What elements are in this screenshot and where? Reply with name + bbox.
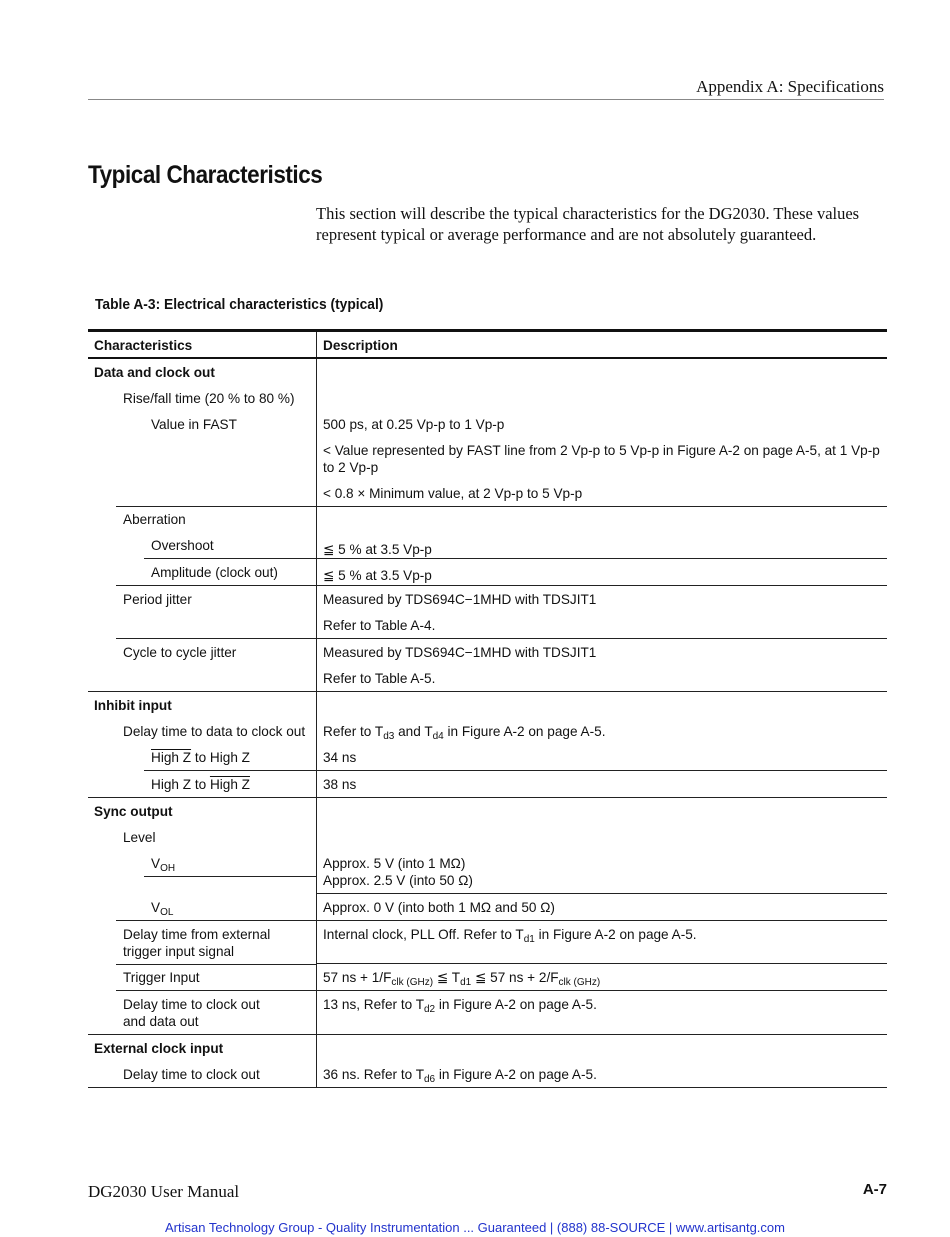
row-description: 57 ns + $1/F_{clk (GHz)}$ ≦ $T_{d1}$ ≦ 57 ns + $2/F_{clk (GHz)}$ [323, 970, 601, 988]
table-row [88, 480, 887, 507]
footer-manual-title: DG2030 User Manual [88, 1182, 240, 1201]
row-label: $V_{OH}$ [88, 850, 316, 876]
table-row [88, 894, 887, 921]
table-row [88, 718, 887, 744]
row-description: Measured by TDS694C−1MHD with TDSJIT1 [323, 592, 597, 607]
row-label: Delay time to clock out and data out [123, 996, 260, 1029]
row-label: Amplitude (clock out) [88, 559, 316, 585]
page-number: A-7 [862, 1181, 887, 1198]
table-row [88, 771, 887, 798]
table-row [88, 921, 887, 964]
table-row [88, 358, 887, 385]
row-label: Delay time from external trigger input signal [88, 921, 316, 964]
row-label: High Z to High Z [151, 776, 250, 792]
table-row [88, 991, 887, 1035]
row-description: Internal clock, PLL Off. Refer to $T_{d1}$ in Figure A-2 on page A-5. [323, 927, 697, 945]
row-label: Period jitter [123, 591, 192, 607]
row-description: Approx. 5 V (into 1 MΩ) Approx. 2.5 V (into 50 Ω) [323, 856, 473, 888]
table-header-row [88, 331, 887, 358]
header-characteristics: Characteristics [88, 331, 317, 358]
table-row [88, 532, 887, 559]
group-label: Data and clock out [94, 364, 215, 380]
spec-table [88, 329, 887, 1088]
row-label: Aberration [123, 512, 186, 527]
table-row [88, 385, 887, 411]
section-title: Typical Characteristics [88, 161, 323, 189]
row-description: ≦ 5 % at 3.5 Vp-p [323, 568, 432, 583]
row-description: ≦ 5 % at 3.5 Vp-p [323, 542, 432, 557]
table-row [88, 850, 887, 894]
footer-banner-link[interactable]: Artisan Technology Group - Quality Instrumentation ... Guaranteed | (888) 88-SOURCE | www.artisantg.com [165, 1220, 785, 1235]
table-row [88, 692, 887, 719]
table-row [88, 1034, 887, 1061]
row-label: Overshoot [88, 532, 316, 558]
row-label: Level [123, 830, 156, 845]
row-description: 38 ns [323, 777, 357, 792]
table-row [88, 665, 887, 692]
running-header: Appendix A: Specifications [696, 77, 884, 96]
group-label: Sync output [94, 804, 173, 819]
group-label: Inhibit input [94, 698, 172, 713]
row-description: Approx. 0 V (into both 1 MΩ and 50 Ω) [323, 900, 555, 915]
table-row [88, 798, 887, 825]
row-description: 13 ns, Refer to $T_{d2}$ in Figure A-2 on page A-5. [323, 997, 597, 1015]
row-description: < Value represented by FAST line from 2 Vp-p to 5 Vp-p in Figure A-2 on page A-5, at 1 Vp-p to 2 Vp-p [323, 442, 880, 475]
table-row [88, 411, 887, 437]
table-row [88, 1061, 887, 1088]
table-row [88, 612, 887, 639]
table-caption: Table A-3: Electrical characteristics (typical) [95, 296, 384, 313]
row-label: Delay time to data to clock out [123, 724, 306, 739]
row-label: Value in FAST [151, 416, 237, 432]
row-description: Measured by TDS694C−1MHD with TDSJIT1 [323, 645, 597, 660]
row-description: Refer to $T_{d3}$ and $T_{d4}$ in Figure A-2 on page A-5. [323, 724, 606, 742]
row-label: Delay time to clock out [123, 1066, 260, 1082]
row-label: $V_{OL}$ [88, 894, 316, 920]
row-label: Rise/fall time (20 % to 80 %) [123, 390, 295, 406]
table-row [88, 824, 887, 850]
table-row [88, 744, 887, 771]
table-row [88, 586, 887, 613]
row-label: Trigger Input [88, 964, 316, 990]
row-description: Refer to Table A-5. [323, 671, 436, 686]
row-description: Refer to Table A-4. [323, 618, 436, 633]
header-rule [88, 99, 884, 100]
row-description: 34 ns [323, 750, 357, 765]
row-description: < 0.8 × Minimum value, at 2 Vp-p to 5 Vp-p [323, 485, 583, 501]
table-row [88, 964, 887, 991]
intro-paragraph: This section will describe the typical characteristics for the DG2030. These values represent typical or average performance and are not absolutely guaranteed. [316, 204, 860, 244]
table-row [88, 559, 887, 586]
table-row [88, 639, 887, 666]
row-description: 36 ns. Refer to $T_{d6}$ in Figure A-2 on page A-5. [323, 1066, 597, 1085]
table-row [88, 506, 887, 532]
header-description: Description [317, 331, 888, 358]
row-label: High Z to High Z [88, 744, 316, 770]
group-label: External clock input [94, 1040, 224, 1056]
table-row [88, 437, 887, 480]
row-description: 500 ps, at 0.25 Vp-p to 1 Vp-p [323, 416, 505, 432]
row-label: Cycle to cycle jitter [123, 644, 237, 660]
